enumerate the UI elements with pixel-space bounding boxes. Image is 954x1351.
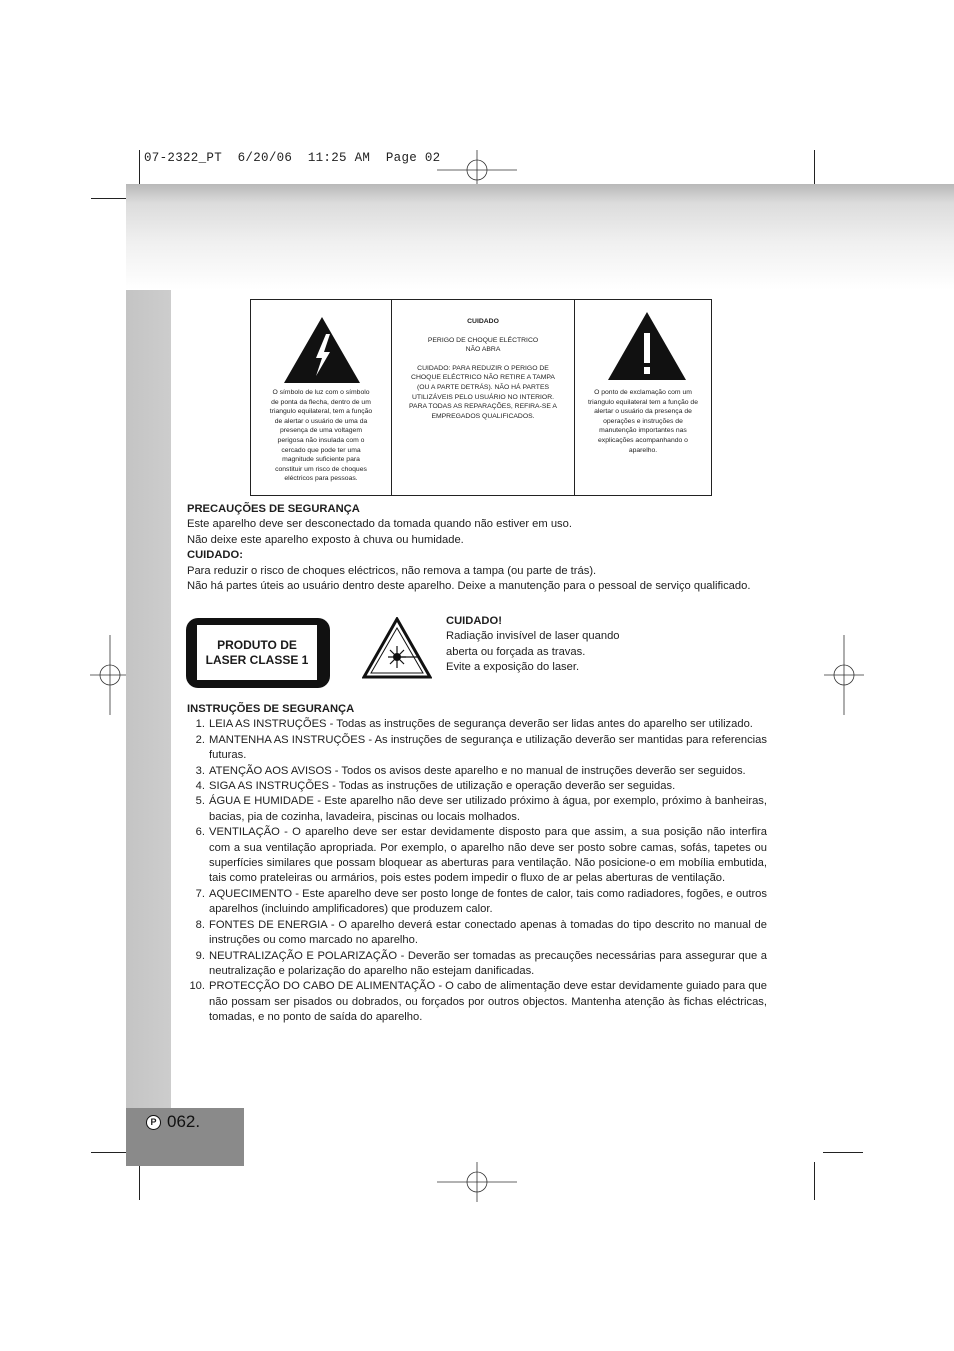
warning-right-column — [575, 300, 711, 495]
text-line: eléctricos para pessoas. — [284, 475, 358, 483]
item-text: ÁGUA E HUMIDADE - Este aparelho não deve ser utilizado próximo à água, por exemplo, próximo à banheiras, bacias, pia de cozinha, lavadeira, piscinas ou locais molhados. — [209, 795, 767, 823]
safety-precautions — [187, 502, 767, 594]
text-line: operações e instruções de — [603, 417, 683, 425]
text-line: explicações acompanhando o — [598, 436, 688, 444]
text-line: constituir um risco de choques — [275, 465, 367, 473]
crop-mark — [139, 1162, 140, 1200]
page-number — [146, 1108, 200, 1136]
item-number: 6. — [195, 826, 205, 839]
list-item — [187, 717, 767, 732]
left-warning-text — [255, 388, 387, 484]
text-line: alertar o usuário da presença de — [594, 408, 692, 416]
item-number: 10. — [189, 980, 205, 993]
warning-center-column — [392, 300, 575, 495]
item-text: AQUECIMENTO - Este aparelho deve ser posto longe de fontes de calor, tais como radiadores, fogões, e outros aparelhos (incluindo amplificadores) que produzem calor. — [209, 887, 767, 916]
safety-line: Este aparelho deve ser desconectado da tomada quando não estiver em uso. — [187, 518, 572, 531]
text-line: NÃO ABRA — [465, 346, 501, 354]
item-text: PROTECÇÃO DO CABO DE ALIMENTAÇÃO - O cabo de alimentação deve estar devidamente guiado para que não possam ser pisados ou dobrados, ou forçados por outros objectos. Mantenha atenção às fichas eléctricas, tomadas, e no ponto de saída do aparelho. — [209, 980, 767, 1024]
item-text: ATENÇÃO AOS AVISOS - Todos os avisos deste aparelho e no manual de instruções deverão ser seguidos. — [209, 764, 746, 777]
safety-line: Não deixe este aparelho exposto à chuva ou humidade. — [187, 533, 464, 546]
list-item — [187, 918, 767, 949]
laser-caution-line: aberta ou forçada as travas. — [446, 645, 586, 658]
list-item — [187, 979, 767, 1025]
crop-mark — [91, 198, 131, 199]
item-number: 3. — [195, 764, 205, 777]
item-text: MANTENHA AS INSTRUÇÕES - As instruções de segurança e utilização deverão ser mantidas para referencias futuras. — [209, 733, 767, 762]
item-number: 7. — [195, 887, 205, 900]
crop-mark — [814, 1162, 815, 1200]
text-line: PERIGO DE CHOQUE ELÉCTRICO — [427, 336, 539, 344]
text-line: presença de uma voltagem — [280, 427, 362, 435]
crop-mark — [823, 1152, 863, 1153]
item-number: 8. — [195, 918, 205, 931]
text-line: triangulo equilateral, tem a função — [269, 408, 373, 416]
text-line: de ponta da flecha, dentro de um — [271, 398, 371, 406]
electric-warning-box — [250, 299, 712, 496]
text-line: manutenção importantes nas — [599, 427, 687, 435]
item-number: 4. — [195, 780, 205, 793]
list-item — [187, 779, 767, 794]
instructions-list — [187, 717, 767, 1025]
side-gray-band — [126, 290, 171, 1108]
list-item — [187, 949, 767, 980]
list-item — [187, 825, 767, 887]
text-line: O símbolo de luz com o símbolo — [272, 389, 370, 396]
laser-warning-icon — [362, 617, 432, 679]
laser-label-line: LASER CLASSE 1 — [205, 652, 309, 667]
registration-mark-left — [90, 635, 130, 715]
text-line: triangulo equilateral tem a função de — [588, 398, 698, 406]
text-line: O ponto de exclamação com um — [594, 389, 692, 396]
list-item — [187, 794, 767, 825]
instructions-heading: INSTRUÇÕES DE SEGURANÇA — [187, 703, 355, 715]
top-gradient-band — [126, 184, 954, 290]
list-item — [187, 733, 767, 764]
safety-instructions — [187, 702, 767, 1026]
item-text: SIGA AS INSTRUÇÕES - Todas as instruções de utilização e operação deverão ser seguidas. — [209, 780, 676, 793]
text-line: cercado que pode ter uma — [281, 446, 361, 454]
text-line: CUIDADO: PARA REDUZIR O PERIGO DE — [417, 364, 549, 372]
cuidado-title: CUIDADO — [467, 318, 499, 325]
text-line: EMPREGADOS QUALIFICADOS. — [431, 412, 535, 420]
lightning-warning-icon — [283, 316, 361, 384]
text-line: CHOQUE ELÉCTRICO NÃO RETIRE A TAMPA — [411, 374, 555, 382]
right-warning-text — [579, 388, 707, 455]
safety-line: Não há partes úteis ao usuário dentro deste aparelho. Deixe a manutenção para o pessoal de serviço qualificado. — [187, 580, 751, 593]
exclamation-warning-icon — [607, 311, 687, 381]
text-line: aparelho. — [628, 446, 658, 454]
text-line: PARA TODAS AS REPARAÇÕES, REFIRA-SE A — [409, 403, 557, 411]
crop-mark — [91, 1152, 131, 1153]
text-line: magnitude suficiente para — [282, 456, 360, 464]
item-text — [209, 717, 767, 732]
registration-mark-bottom — [437, 1162, 517, 1202]
laser-class-label — [186, 618, 330, 688]
warning-left-column — [251, 300, 392, 495]
item-number: 2. — [195, 733, 205, 746]
laser-caution-title: CUIDADO! — [446, 615, 502, 627]
print-header: 07-2322_PT 6/20/06 11:25 AM Page 02 — [144, 151, 441, 165]
language-badge: P — [146, 1115, 161, 1130]
safety-heading: PRECAUÇÕES DE SEGURANÇA — [187, 503, 360, 515]
registration-mark-right — [824, 635, 864, 715]
text-line: UTILIZÁVEIS PELO USUÁRIO NO INTERIOR. — [411, 393, 554, 401]
item-text: NEUTRALIZAÇÃO E POLARIZAÇÃO - Deverão ser tomadas as precauções necessárias para assegurar que a neutralização e polarização do aparelho não estejam danificadas. — [209, 949, 767, 977]
text-line: (OU A PARTE DETRÁS). NÃO HÁ PARTES — [416, 383, 550, 391]
item-number: 5. — [195, 795, 205, 808]
text-line: de alertar o usuário de uma da — [274, 417, 368, 425]
item-number: 9. — [195, 949, 205, 962]
item-text: VENTILAÇÃO - O aparelho deve ser estar devidamente disposto para que assim, a sua posição não interfira com a sua ventilação apropriada. Por exemplo, o aparelho não deve ser posto sobre camas, sofás, tapetes ou superfícies similares que possam bloquear as aberturas para ventilação. Não posicione-o em mobília embutida, tais como prateleiras ou armários, pois estes podem impedir o fluxo de ar pelas aberturas de ventilação. — [209, 826, 767, 885]
list-item — [187, 764, 767, 779]
crop-mark — [139, 150, 140, 188]
safety-line: Para reduzir o risco de choques eléctricos, não remova a tampa (ou parte de trás). — [187, 564, 597, 577]
caution-heading: CUIDADO: — [187, 549, 243, 562]
page-number-text: 062. — [167, 1112, 201, 1131]
laser-caution — [446, 614, 646, 676]
item-text: FONTES DE ENERGIA - O aparelho deverá estar conectado apenas à tomadas do tipo descrito no manual de instruções ou como marcado no aparelho. — [209, 918, 767, 947]
laser-label-line: PRODUTO DE — [217, 637, 297, 652]
crop-mark — [814, 150, 815, 188]
list-item — [187, 887, 767, 918]
item-text-content: LEIA AS INSTRUÇÕES - Todas as instruções de segurança deverão ser lidas antes do aparelho ser utilizado. — [209, 718, 753, 731]
item-number: 1. — [195, 718, 205, 731]
laser-caution-line: Evite a exposição do laser. — [446, 661, 580, 674]
laser-caution-line: Radiação invisível de laser quando — [446, 630, 620, 643]
text-line: perigosa não insulada com o — [277, 436, 365, 444]
